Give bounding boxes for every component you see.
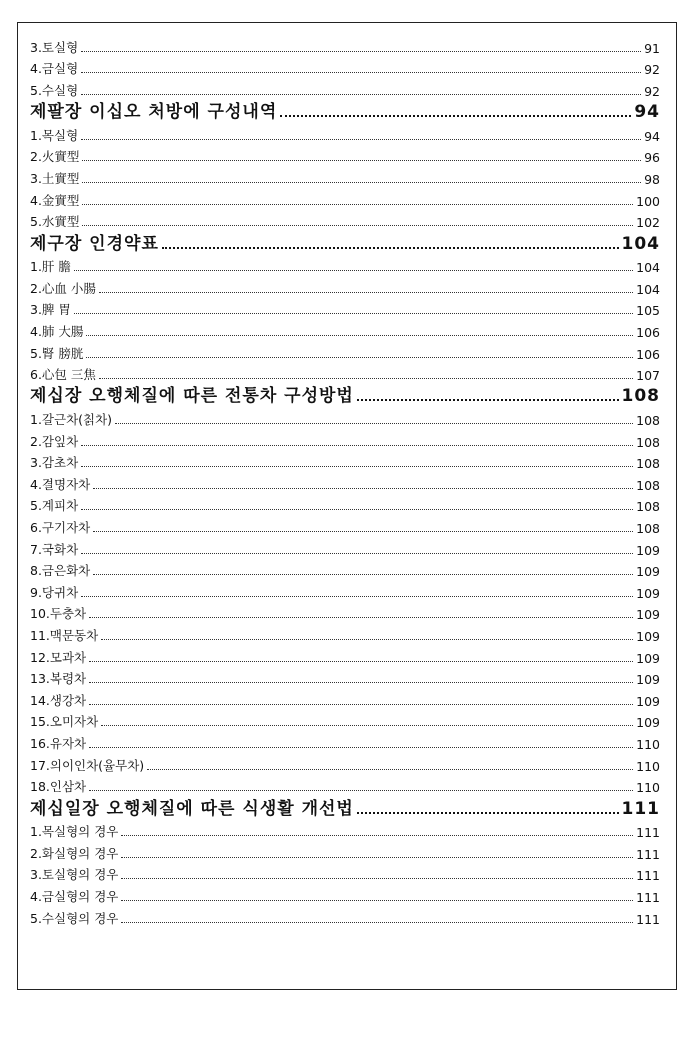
toc-entry: [30, 341, 660, 363]
toc-page-number: 102: [636, 215, 660, 231]
dot-leader: [81, 509, 633, 510]
toc-entry: [30, 451, 660, 473]
dot-leader: [81, 445, 633, 446]
toc-chapter-heading: [30, 796, 660, 819]
toc-label: 10.두충차: [30, 606, 87, 622]
toc-entry: [30, 820, 660, 842]
dot-leader: [280, 115, 631, 117]
dot-leader: [121, 857, 633, 858]
toc-entry: [30, 645, 660, 667]
toc-entry: [30, 559, 660, 581]
toc-entry: [30, 298, 660, 320]
dot-leader: [82, 225, 633, 226]
dot-leader: [89, 704, 633, 705]
toc-label: 8.금은화차: [30, 563, 91, 579]
toc-page-number: 91: [644, 40, 660, 56]
toc-entry: [30, 688, 660, 710]
toc-label: 3.감초차: [30, 455, 79, 471]
dot-leader: [121, 878, 633, 879]
toc-page-number: 108: [636, 434, 660, 450]
dot-leader: [81, 466, 633, 467]
toc-label: 4.금실형: [30, 61, 79, 77]
toc-page-number: 100: [636, 193, 660, 209]
toc-label: 5.腎 膀胱: [30, 345, 84, 361]
toc-label: 3.脾 胃: [30, 302, 71, 318]
dot-leader: [81, 139, 641, 140]
dot-leader: [101, 725, 633, 726]
toc-label: 2.火實型: [30, 149, 80, 165]
dot-leader: [93, 531, 633, 532]
toc-entry: [30, 166, 660, 188]
toc-page-number: 109: [636, 542, 660, 558]
toc-page-number: 108: [636, 477, 660, 493]
toc-page-number: 108: [636, 413, 660, 429]
toc-chapter-heading: [30, 384, 660, 407]
toc-label: 5.계피차: [30, 498, 79, 514]
toc-page-number: 110: [636, 780, 660, 796]
toc-entry: [30, 623, 660, 645]
toc-page-number: 108: [636, 521, 660, 537]
dot-leader: [147, 769, 633, 770]
toc-entry: [30, 753, 660, 775]
toc-label: 제십일장 오행체질에 따른 식생활 개선법: [30, 798, 354, 819]
table-of-contents: [30, 35, 660, 928]
toc-entry: [30, 255, 660, 277]
toc-page-number: 104: [636, 260, 660, 276]
toc-entry: [30, 57, 660, 79]
toc-chapter-heading: [30, 100, 660, 123]
dot-leader: [121, 922, 633, 923]
dot-leader: [99, 292, 633, 293]
toc-label: 4.금실형의 경우: [30, 888, 119, 904]
toc-entry: [30, 906, 660, 928]
toc-entry: [30, 580, 660, 602]
toc-entry: [30, 863, 660, 885]
toc-page-number: 109: [636, 564, 660, 580]
toc-entry: [30, 884, 660, 906]
toc-page-number: 107: [636, 368, 660, 384]
dot-leader: [93, 488, 633, 489]
toc-label: 2.감잎차: [30, 433, 79, 449]
toc-page-number: 106: [636, 324, 660, 340]
toc-label: 5.水實型: [30, 214, 80, 230]
dot-leader: [82, 160, 641, 161]
toc-entry: [30, 515, 660, 537]
toc-label: 2.화실형의 경우: [30, 845, 119, 861]
toc-page-number: 111: [636, 911, 660, 927]
toc-label: 5.수실형의 경우: [30, 910, 119, 926]
toc-entry: [30, 494, 660, 516]
toc-page-number: 111: [636, 846, 660, 862]
toc-label: 4.金實型: [30, 192, 80, 208]
toc-page-number: 109: [636, 650, 660, 666]
toc-entry: [30, 188, 660, 210]
toc-page-number: 108: [621, 386, 660, 407]
toc-entry: [30, 537, 660, 559]
toc-entry: [30, 35, 660, 57]
toc-label: 6.心包 三焦: [30, 367, 96, 383]
dot-leader: [357, 399, 619, 401]
toc-label: 3.土實型: [30, 170, 80, 186]
dot-leader: [115, 423, 633, 424]
toc-label: 6.구기자차: [30, 520, 91, 536]
toc-page-number: 92: [644, 62, 660, 78]
toc-label: 1.갈근차(칡차): [30, 412, 113, 428]
toc-label: 4.肺 大腸: [30, 323, 84, 339]
toc-page-number: 94: [634, 102, 660, 123]
toc-label: 15.오미자차: [30, 714, 99, 730]
toc-label: 11.맥문동차: [30, 628, 99, 644]
toc-label: 1.목실형의 경우: [30, 824, 119, 840]
toc-page-number: 104: [636, 281, 660, 297]
dot-leader: [82, 204, 633, 205]
toc-entry: [30, 841, 660, 863]
dot-leader: [121, 835, 633, 836]
dot-leader: [89, 682, 633, 683]
toc-page-number: 111: [636, 868, 660, 884]
toc-page-number: 111: [621, 798, 660, 819]
dot-leader: [89, 747, 633, 748]
toc-entry: [30, 407, 660, 429]
toc-label: 14.생강차: [30, 692, 87, 708]
toc-label: 4.결명자차: [30, 476, 91, 492]
dot-leader: [89, 790, 633, 791]
toc-page-number: 109: [636, 693, 660, 709]
dot-leader: [74, 270, 633, 271]
dot-leader: [81, 94, 641, 95]
dot-leader: [89, 661, 633, 662]
toc-entry: [30, 731, 660, 753]
toc-page-number: 109: [636, 715, 660, 731]
dot-leader: [86, 357, 633, 358]
toc-entry: [30, 602, 660, 624]
page-frame: [17, 22, 677, 990]
toc-entry: [30, 123, 660, 145]
toc-page-number: 98: [644, 171, 660, 187]
toc-label: 7.국화차: [30, 541, 79, 557]
toc-page-number: 94: [644, 128, 660, 144]
dot-leader: [101, 639, 633, 640]
toc-page-number: 108: [636, 499, 660, 515]
toc-page-number: 104: [621, 233, 660, 254]
toc-page-number: 111: [636, 889, 660, 905]
dot-leader: [121, 900, 633, 901]
dot-leader: [89, 617, 633, 618]
dot-leader: [81, 596, 633, 597]
dot-leader: [86, 335, 633, 336]
toc-page-number: 109: [636, 585, 660, 601]
toc-page-number: 96: [644, 150, 660, 166]
dot-leader: [99, 378, 633, 379]
toc-entry: [30, 472, 660, 494]
toc-label: 16.유자차: [30, 735, 87, 751]
dot-leader: [81, 51, 641, 52]
toc-entry: [30, 145, 660, 167]
toc-label: 18.인삼차: [30, 779, 87, 795]
toc-label: 제십장 오행체질에 따른 전통차 구성방법: [30, 386, 354, 407]
toc-entry: [30, 276, 660, 298]
dot-leader: [162, 247, 619, 249]
toc-page-number: 92: [644, 83, 660, 99]
toc-page-number: 108: [636, 456, 660, 472]
toc-label: 13.복령차: [30, 671, 87, 687]
toc-label: 제구장 인경약표: [30, 233, 159, 254]
toc-page-number: 105: [636, 303, 660, 319]
toc-chapter-heading: [30, 231, 660, 254]
dot-leader: [357, 812, 619, 814]
toc-page-number: 109: [636, 672, 660, 688]
dot-leader: [93, 574, 633, 575]
dot-leader: [81, 553, 633, 554]
toc-entry: [30, 319, 660, 341]
dot-leader: [74, 313, 633, 314]
dot-leader: [82, 182, 641, 183]
toc-label: 9.당귀차: [30, 584, 79, 600]
toc-label: 3.토실형: [30, 39, 79, 55]
toc-label: 12.모과차: [30, 649, 87, 665]
toc-page-number: 109: [636, 607, 660, 623]
toc-label: 1.肝 膽: [30, 259, 71, 275]
toc-label: 17.의이인차(율무차): [30, 757, 145, 773]
toc-page-number: 110: [636, 758, 660, 774]
toc-label: 3.토실형의 경우: [30, 867, 119, 883]
toc-label: 1.목실형: [30, 127, 79, 143]
toc-label: 5.수실형: [30, 82, 79, 98]
toc-page-number: 110: [636, 736, 660, 752]
toc-entry: [30, 429, 660, 451]
dot-leader: [81, 72, 641, 73]
toc-page-number: 106: [636, 346, 660, 362]
toc-page-number: 109: [636, 629, 660, 645]
toc-entry: [30, 667, 660, 689]
toc-page-number: 111: [636, 825, 660, 841]
toc-label: 2.心血 小腸: [30, 280, 96, 296]
toc-entry: [30, 710, 660, 732]
toc-label: 제팔장 이십오 처방에 구성내역: [30, 102, 278, 123]
